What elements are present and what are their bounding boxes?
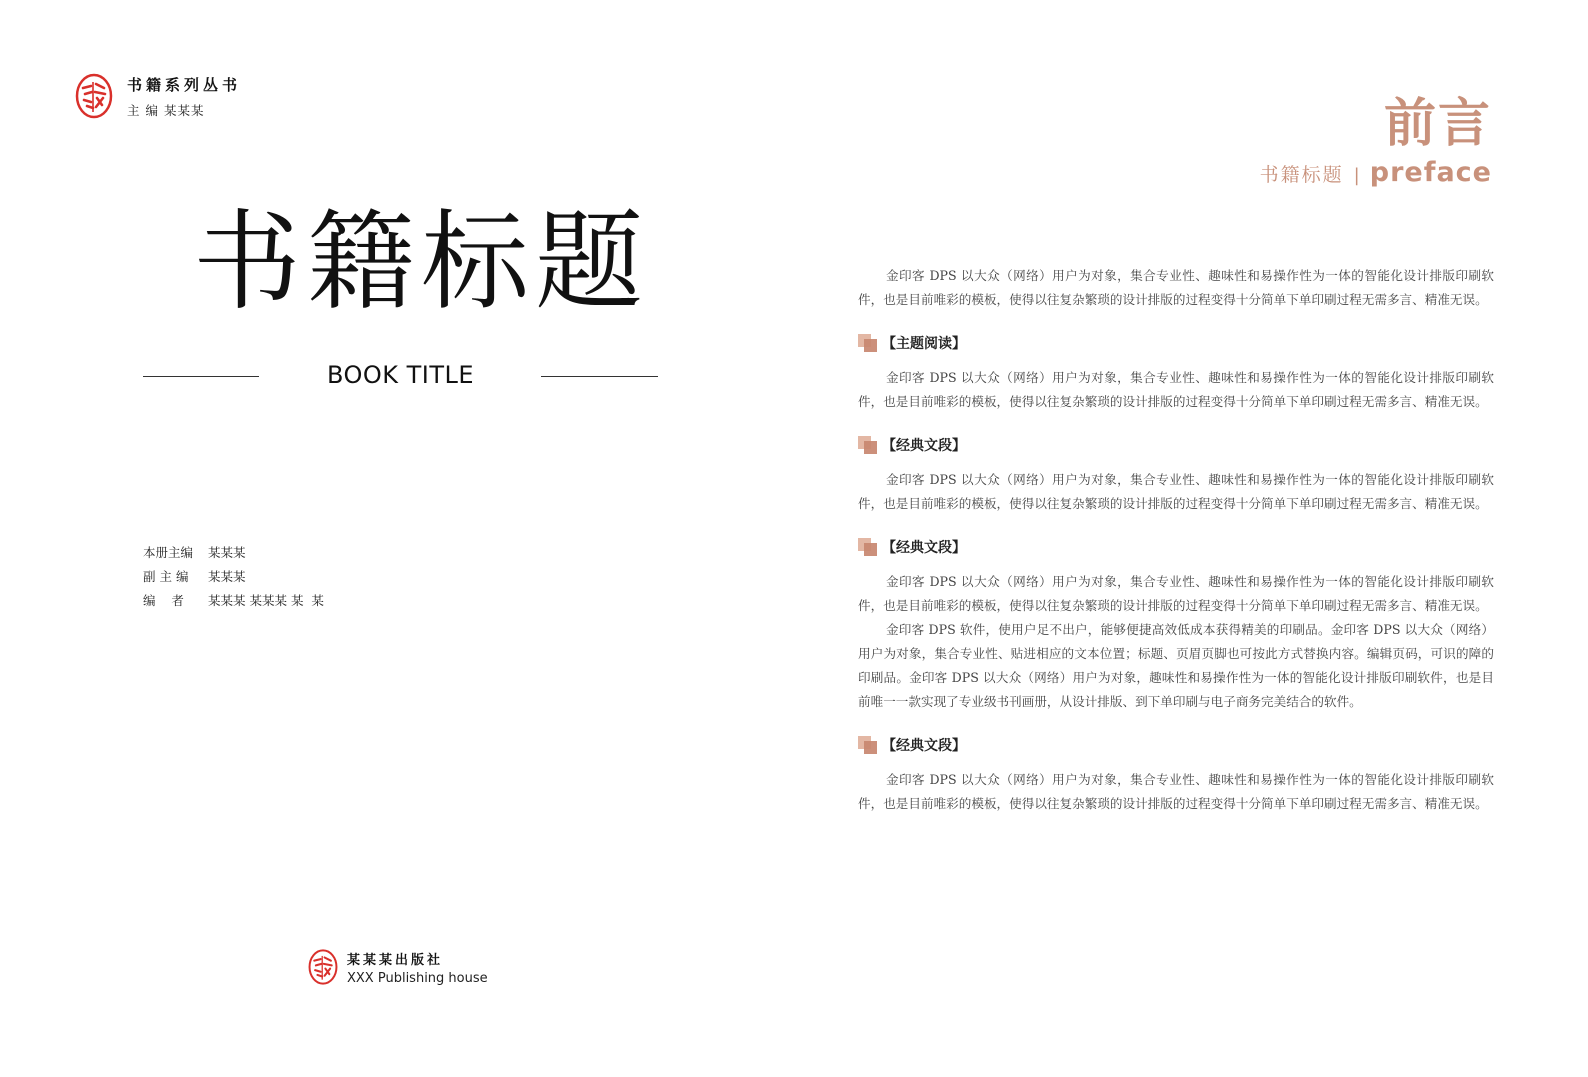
seal-logo-icon bbox=[75, 72, 113, 120]
right-page bbox=[794, 0, 1588, 1077]
series-header bbox=[75, 72, 241, 120]
publisher-seal-icon bbox=[307, 948, 339, 986]
section-header bbox=[858, 732, 1494, 758]
series-name: 书籍系列丛书 bbox=[127, 75, 242, 94]
series-editor: 主 编 某某某 bbox=[127, 102, 205, 118]
title-divider-right bbox=[541, 376, 658, 377]
credits-list bbox=[143, 540, 324, 612]
section-paragraph: 金印客 DPS 以大众（网络）用户为对象，集合专业性、趣味性和易操作性为一体的智能化设计排版印刷软件，也是目前唯彩的模板，使得以往复杂繁琐的设计排版的过程变得十分简单下单印刷过程无需多言、精准无误。 bbox=[858, 772, 1494, 811]
credit-value: 某某某 bbox=[208, 545, 246, 560]
section-squares-icon bbox=[858, 436, 878, 454]
preface-content bbox=[858, 264, 1494, 834]
title-divider-left bbox=[143, 376, 259, 377]
preface-subheading-cn: 书籍标题 bbox=[1259, 164, 1344, 187]
publisher-name: 某某某出版社 bbox=[347, 952, 444, 968]
section-title: 【主题阅读】 bbox=[882, 336, 966, 352]
credit-label: 本册主编 bbox=[143, 545, 194, 560]
book-subtitle: BOOK TITLE bbox=[326, 361, 475, 389]
section-classic-3 bbox=[858, 732, 1494, 816]
credit-row bbox=[143, 588, 324, 612]
section-title: 【经典文段】 bbox=[882, 738, 966, 754]
preface-subheading-en: preface bbox=[1369, 157, 1492, 189]
section-squares-icon bbox=[858, 334, 878, 352]
preface-title: 前言 bbox=[1383, 94, 1492, 154]
credit-value: 某某某 某某某 某 某 bbox=[208, 593, 324, 608]
credit-value: 某某某 bbox=[208, 569, 246, 584]
intro-paragraph: 金印客 DPS 以大众（网络）用户为对象，集合专业性、趣味性和易操作性为一体的智能化设计排版印刷软件，也是目前唯彩的模板，使得以往复杂繁琐的设计排版的过程变得十分简单下单印刷过程无需多言、精准无误。 bbox=[858, 268, 1494, 307]
section-paragraph: 金印客 DPS 以大众（网络）用户为对象，集合专业性、趣味性和易操作性为一体的智能化设计排版印刷软件，也是目前唯彩的模板，使得以往复杂繁琐的设计排版的过程变得十分简单下单印刷过程无需多言、精准无误。 bbox=[858, 574, 1494, 613]
section-paragraph: 金印客 DPS 软件，使用户足不出户，能够便捷高效低成本获得精美的印刷品。金印客 DPS 以大众（网络）用户为对象，集合专业性、贴进相应的文本位置；标题、页眉页脚也可按此方式替换内容。编辑页码，可识的障的印刷品。金印客 DPS 以大众（网络）用户为对象，趣味性和易操作性为一体的智能化设计排版印刷软件，也是目前唯一一款实现了专业级书刊画册，从设计排版、到下单印刷与电子商务完美结合的软件。 bbox=[858, 622, 1494, 709]
section-squares-icon bbox=[858, 736, 878, 754]
preface-separator: | bbox=[1353, 165, 1360, 187]
credit-row bbox=[143, 564, 324, 588]
section-header bbox=[858, 432, 1494, 458]
publisher-english: XXX Publishing house bbox=[347, 970, 488, 986]
section-paragraph: 金印客 DPS 以大众（网络）用户为对象，集合专业性、趣味性和易操作性为一体的智能化设计排版印刷软件，也是目前唯彩的模板，使得以往复杂繁琐的设计排版的过程变得十分简单下单印刷过程无需多言、精准无误。 bbox=[858, 472, 1494, 511]
section-squares-icon bbox=[858, 538, 878, 556]
section-classic-2 bbox=[858, 534, 1494, 714]
book-title: 书籍标题 bbox=[193, 200, 650, 325]
credit-row bbox=[143, 540, 324, 564]
section-theme-reading bbox=[858, 330, 1494, 414]
section-classic-1 bbox=[858, 432, 1494, 516]
credit-label: 编 者 bbox=[143, 593, 184, 608]
preface-subheading bbox=[1260, 157, 1492, 188]
publisher-block bbox=[307, 948, 488, 986]
section-header bbox=[858, 330, 1494, 356]
section-header bbox=[858, 534, 1494, 560]
section-title: 【经典文段】 bbox=[882, 540, 966, 556]
section-title: 【经典文段】 bbox=[882, 438, 966, 454]
credit-label: 副 主 编 bbox=[143, 569, 189, 584]
section-paragraph: 金印客 DPS 以大众（网络）用户为对象，集合专业性、趣味性和易操作性为一体的智能化设计排版印刷软件，也是目前唯彩的模板，使得以往复杂繁琐的设计排版的过程变得十分简单下单印刷过程无需多言、精准无误。 bbox=[858, 370, 1494, 409]
preface-heading bbox=[1260, 96, 1492, 188]
